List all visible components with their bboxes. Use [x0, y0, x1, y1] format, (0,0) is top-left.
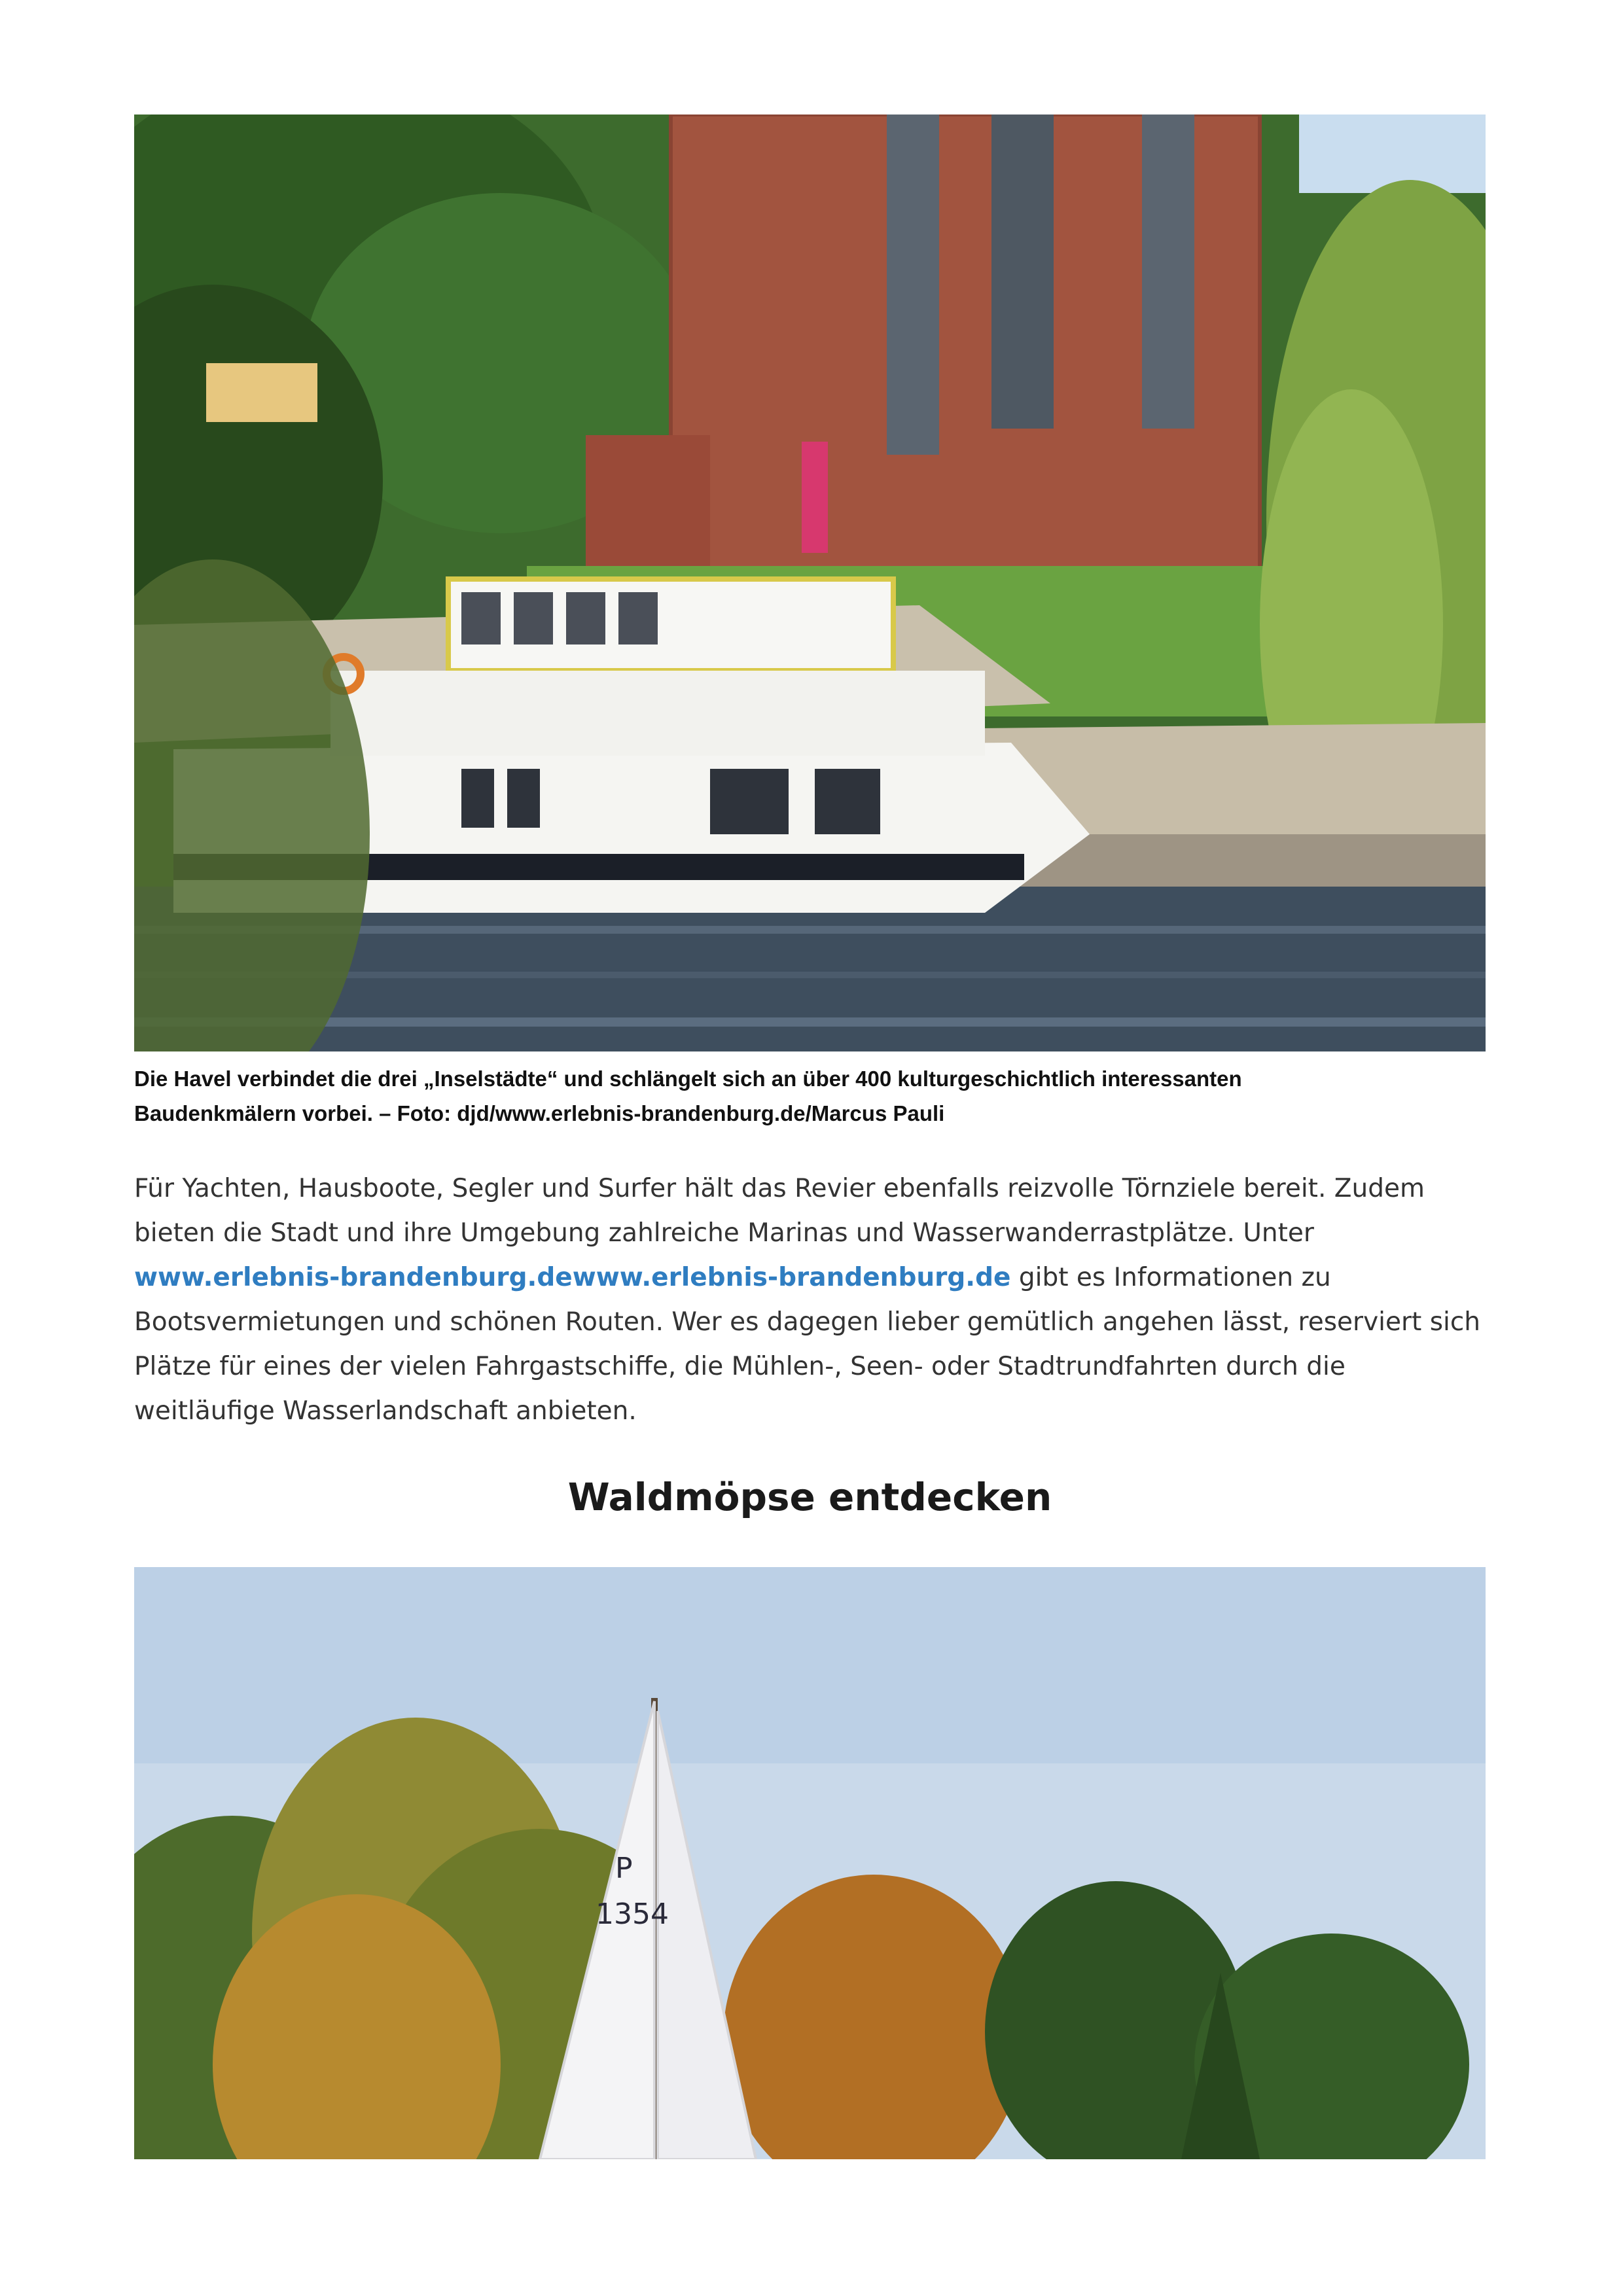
erlebnis-brandenburg-link[interactable]: www.erlebnis-brandenburg.dewww.erlebnis-brandenburg.de [134, 1263, 1011, 1292]
body-text-part-2: gibt es Informationen zu Bootsvermietungen und schönen Routen. Wer es dagegen lieber gemütlich angehen lässt, reserviert sich Plätze für eines der vielen Fahrgastschiffe, die Mühlen-, Seen- oder Stadtrundfahrten durch die weitläufige Wasserlandschaft anbieten. [134, 1263, 1481, 1426]
caption-line-1: Die Havel verbindet die drei „Inselstädte“ und schlängelt sich an über 400 kulturgeschichtlich interessanten [134, 1067, 1242, 1091]
photo-havel-boat [134, 115, 1486, 1051]
sail-number: 1354 [596, 1898, 669, 1931]
photo-havel-boat-illustration [134, 115, 1486, 1051]
section-heading: Waldmöpse entdecken [567, 1475, 1052, 1519]
body-paragraph [134, 1167, 1486, 1434]
caption-line-2: Baudenkmälern vorbei. – Foto: djd/www.erlebnis-brandenburg.de/Marcus Pauli [134, 1101, 945, 1125]
body-text-part-1: Für Yachten, Hausboote, Segler und Surfer hält das Revier ebenfalls reizvolle Törnziele bereit. Zudem bieten die Stadt und ihre Umgebung zahlreiche Marinas und Wasserwanderrastplätze. Unter [134, 1174, 1425, 1248]
sail-letter: P [615, 1852, 633, 1885]
photo-sailboat-illustration [134, 1567, 1486, 2159]
photo-caption [134, 1061, 1486, 1131]
photo-sailboat [134, 1567, 1486, 2159]
